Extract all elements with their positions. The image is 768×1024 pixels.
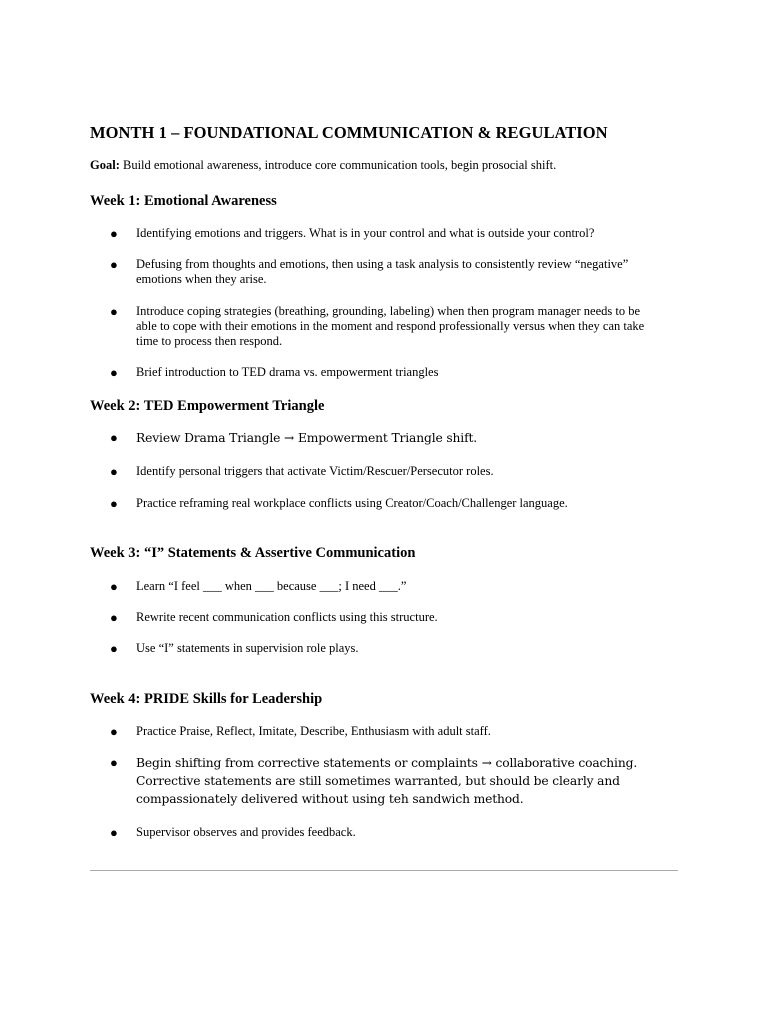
list-item xyxy=(110,610,650,625)
list-item-text: Practice reframing real workplace conflicts using Creator/Coach/Challenger language. xyxy=(136,496,568,510)
list-item xyxy=(110,496,650,511)
week-3-heading: Week 3: “I” Statements & Assertive Communication xyxy=(90,545,416,561)
list-item-text: Practice Praise, Reflect, Imitate, Describe, Enthusiasm with adult staff. xyxy=(136,724,491,738)
list-item xyxy=(110,825,650,840)
bullet-icon: ● xyxy=(110,610,118,625)
list-item xyxy=(110,429,650,447)
month-title: MONTH 1 – FOUNDATIONAL COMMUNICATION & REGULATION xyxy=(90,123,608,142)
list-item-text: Use “I” statements in supervision role plays. xyxy=(136,641,359,655)
list-item xyxy=(110,579,650,594)
bullet-icon: ● xyxy=(110,365,118,380)
list-item xyxy=(110,641,650,656)
week-1-heading: Week 1: Emotional Awareness xyxy=(90,193,277,209)
section-divider xyxy=(90,870,678,871)
week-4-heading: Week 4: PRIDE Skills for Leadership xyxy=(90,691,323,707)
list-item xyxy=(110,365,650,380)
list-item-text: Defusing from thoughts and emotions, then using a task analysis to consistently review “negative” emotions when they arise. xyxy=(136,257,629,286)
bullet-icon: ● xyxy=(110,496,118,511)
goal-line xyxy=(90,158,556,173)
bullet-icon: ● xyxy=(110,430,118,445)
bullet-icon: ● xyxy=(110,641,118,656)
goal-text: Build emotional awareness, introduce core communication tools, begin prosocial shift. xyxy=(119,158,557,172)
list-item-text: Introduce coping strategies (breathing, grounding, labeling) when then program manager needs to be able to cope with their emotions in the moment and respond professionally versus when they can take time to process then respond. xyxy=(136,304,645,348)
list-item xyxy=(110,724,650,739)
bullet-icon: ● xyxy=(110,304,118,319)
list-item xyxy=(110,754,650,808)
list-item-text: Learn “I feel ___ when ___ because ___; I need ___.” xyxy=(136,579,407,593)
list-item-text: Supervisor observes and provides feedback. xyxy=(136,825,356,839)
list-item xyxy=(110,304,650,349)
bullet-icon: ● xyxy=(110,724,118,739)
bullet-icon: ● xyxy=(110,464,118,479)
list-item xyxy=(110,257,650,287)
bullet-icon: ● xyxy=(110,755,118,770)
list-item-text: Identifying emotions and triggers. What is in your control and what is outside your control? xyxy=(136,226,595,240)
week-2-heading: Week 2: TED Empowerment Triangle xyxy=(90,398,325,414)
bullet-icon: ● xyxy=(110,257,118,272)
bullet-icon: ● xyxy=(110,579,118,594)
list-item-text: Brief introduction to TED drama vs. empowerment triangles xyxy=(136,365,439,379)
goal-label: Goal: xyxy=(90,158,120,172)
list-item-text: Begin shifting from corrective statements or complaints → collaborative coaching. Corrective statements are still sometimes warranted, but should be clearly and compassionately delivered without using teh sandwich method. xyxy=(136,756,638,806)
list-item-text: Review Drama Triangle → Empowerment Triangle shift. xyxy=(136,431,478,445)
list-item xyxy=(110,226,650,241)
list-item-text: Identify personal triggers that activate Victim/Rescuer/Persecutor roles. xyxy=(136,464,494,478)
bullet-icon: ● xyxy=(110,226,118,241)
list-item-text: Rewrite recent communication conflicts using this structure. xyxy=(136,610,438,624)
bullet-icon: ● xyxy=(110,825,118,840)
list-item xyxy=(110,464,650,479)
